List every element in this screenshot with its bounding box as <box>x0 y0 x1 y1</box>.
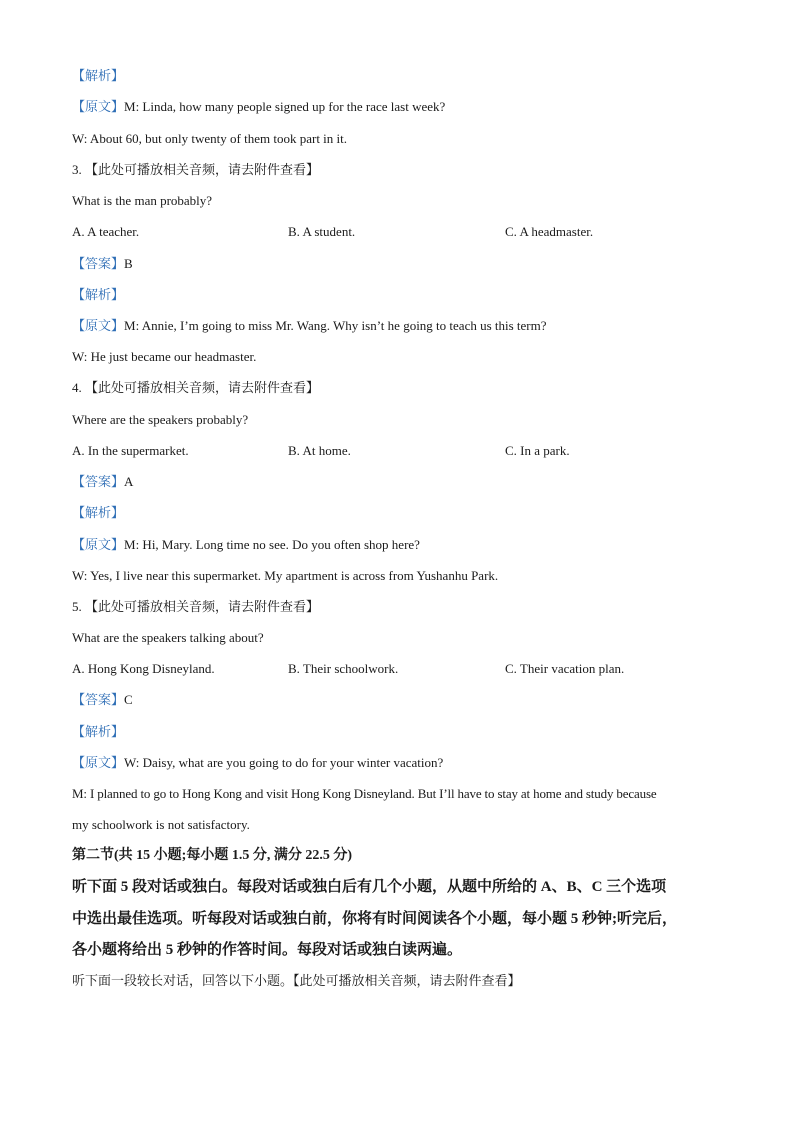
section2-title: 第二节(共 15 小题;每小题 1.5 分, 满分 22.5 分) <box>72 848 352 863</box>
q4-transcript-label: 【原文】 <box>72 537 125 552</box>
q5-transcript-line2: M: I planned to go to Hong Kong and visit Hong Kong Disneyland. But I’ll have to stay at home and study because <box>72 786 657 801</box>
q3-transcript-line2: W: He just became our headmaster. <box>72 349 257 364</box>
q3-option-b: B. A student. <box>288 224 356 239</box>
q5-transcript-line3: my schoolwork is not satisfactory. <box>72 817 250 832</box>
q4-transcript <box>72 537 420 553</box>
q4-transcript-line1: M: Hi, Mary. Long time no see. Do you often shop here? <box>124 537 420 552</box>
q5-option-b: B. Their schoolwork. <box>288 661 399 676</box>
q2-transcript-label: 【原文】 <box>72 99 125 114</box>
q2-transcript <box>72 99 445 115</box>
q5-transcript-line1: W: Daisy, what are you going to do for your winter vacation? <box>124 755 444 770</box>
q4-answer-value: A <box>124 474 134 489</box>
section2-instruction-line2: 中选出最佳选项。听每段对话或独白前，你将有时间阅读各个小题，每小题 5 秒钟;听完后， <box>72 911 677 927</box>
q3-answer-label: 【答案】 <box>72 256 125 271</box>
q5-analysis-label: 【解析】 <box>72 724 125 739</box>
q3-question: What is the man probably? <box>72 193 213 208</box>
q5-question: What are the speakers talking about? <box>72 630 264 645</box>
q4-answer-label: 【答案】 <box>72 474 125 489</box>
q3-transcript <box>72 318 547 334</box>
q2-analysis-label: 【解析】 <box>72 68 125 83</box>
q3-transcript-line1: M: Annie, I’m going to miss Mr. Wang. Why isn’t he going to teach us this term? <box>124 318 547 333</box>
q5-transcript-label: 【原文】 <box>72 755 125 770</box>
q5-option-c: C. Their vacation plan. <box>505 661 625 676</box>
q4-header: 4. 【此处可播放相关音频，请去附件查看】 <box>72 380 320 395</box>
q2-transcript-line2: W: About 60, but only twenty of them took part in it. <box>72 131 348 146</box>
q3-analysis-label: 【解析】 <box>72 287 125 302</box>
q2-transcript-line1: M: Linda, how many people signed up for the race last week? <box>124 99 446 114</box>
q5-header: 5. 【此处可播放相关音频，请去附件查看】 <box>72 599 320 614</box>
q4-option-c: C. In a park. <box>505 443 570 458</box>
q5-answer <box>72 692 133 708</box>
section2-instruction-line3: 各小题将给出 5 秒钟的作答时间。每段对话或独白读两遍。 <box>72 942 463 958</box>
q5-transcript <box>72 755 443 771</box>
q3-option-a: A. A teacher. <box>72 224 140 239</box>
section2-prompt: 听下面一段较长对话，回答以下小题。【此处可播放相关音频，请去附件查看】 <box>72 973 521 988</box>
q4-transcript-line2: W: Yes, I live near this supermarket. My apartment is across from Yushanhu Park. <box>72 568 499 583</box>
q3-option-c: C. A headmaster. <box>505 224 594 239</box>
q4-analysis-label: 【解析】 <box>72 505 125 520</box>
section2-instruction-line1: 听下面 5 段对话或独白。每段对话或独白后有几个小题，从题中所给的 A、B、C 三个选项 <box>72 879 667 895</box>
q5-option-a: A. Hong Kong Disneyland. <box>72 661 215 676</box>
q5-answer-label: 【答案】 <box>72 692 125 707</box>
q3-answer-value: B <box>124 256 133 271</box>
q5-answer-value: C <box>124 692 133 707</box>
q3-header: 3. 【此处可播放相关音频，请去附件查看】 <box>72 162 320 177</box>
q4-question: Where are the speakers probably? <box>72 412 249 427</box>
q4-option-a: A. In the supermarket. <box>72 443 189 458</box>
q3-transcript-label: 【原文】 <box>72 318 125 333</box>
q3-answer <box>72 256 133 272</box>
q4-option-b: B. At home. <box>288 443 351 458</box>
q4-answer <box>72 474 133 490</box>
